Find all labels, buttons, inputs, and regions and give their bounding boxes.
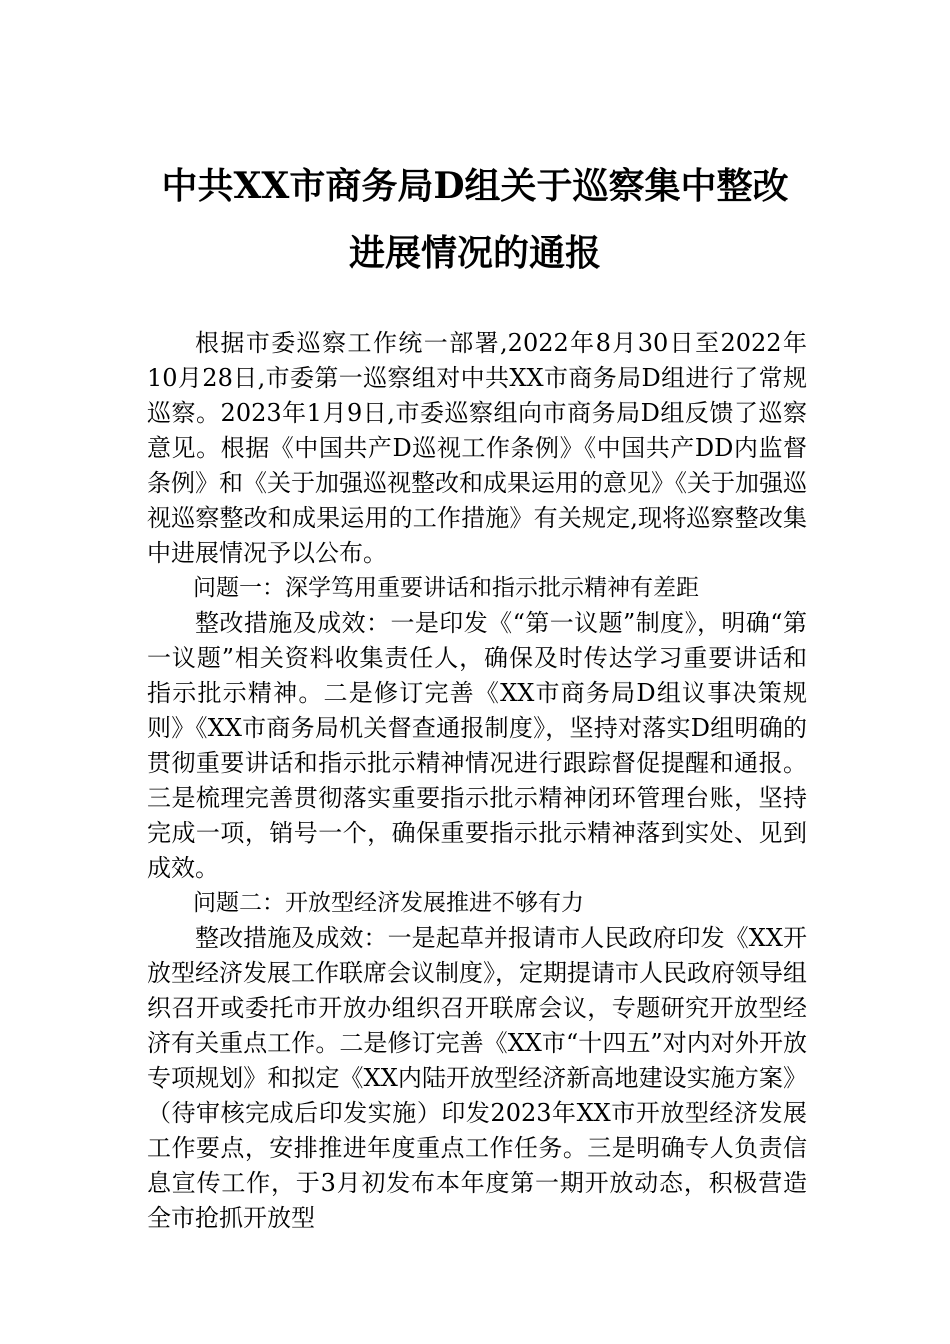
section-1-content: 整改措施及成效：一是印发《“第一议题”制度》，明确“第一议题”相关资料收集责任人，确保及时传达学习重要讲话和指示批示精神。二是修订完善《XX市商务局D组议事决策规则》《XX市商务局机关督查通报制度》，坚持对落实D组明确的贯彻重要讲话和指示批示精神情况进行跟踪督促提醒和通报。三是梳理完善贯彻落实重要指示批示精神闭环管理台账，坚持完成一项，销号一个，确保重要指示批示精神落到实处、见到成效。 [147,609,807,882]
document-title-line-2: 进展情况的通报 [348,232,601,274]
section-1-heading: 问题一：深学笃用重要讲话和指示批示精神有差距 [193,575,699,601]
section-2-content: 整改措施及成效：一是起草并报请市人民政府印发《XX开放型经济发展工作联席会议制度》，定期提请市人民政府领导组织召开或委托市开放办组织召开联席会议，专题研究开放型经济有关重点工作。二是修订完善《XX市“十四五”对内对外开放专项规划》和拟定《XX内陆开放型经济新高地建设实施方案》（待审核完成后印发实施）印发2023年XX市开放型经济发展工作要点，安排推进年度重点工作任务。三是明确专人负责信息宣传工作，于3月初发布本年度第一期开放动态，积极营造全市抢抓开放型 [147,924,807,1232]
intro-paragraph: 根据市委巡察工作统一部署,2022年8月30日至2022年10月28日,市委第一巡察组对中共XX市商务局D组进行了常规巡察。2023年1月9日,市委巡察组向市商务局D组反馈了巡察意见。根据《中国共产D巡视工作条例》《中国共产DD内监督条例》和《关于加强巡视整改和成果运用的意见》《关于加强巡视巡察整改和成果运用的工作措施》有关规定,现将巡察整改集中进展情况予以公布。 [147,329,807,567]
section-2-heading: 问题二：开放型经济发展推进不够有力 [193,890,584,916]
document-title-line-1: 中共XX市商务局D组关于巡察集中整改 [161,165,789,207]
document-body [147,326,807,1236]
